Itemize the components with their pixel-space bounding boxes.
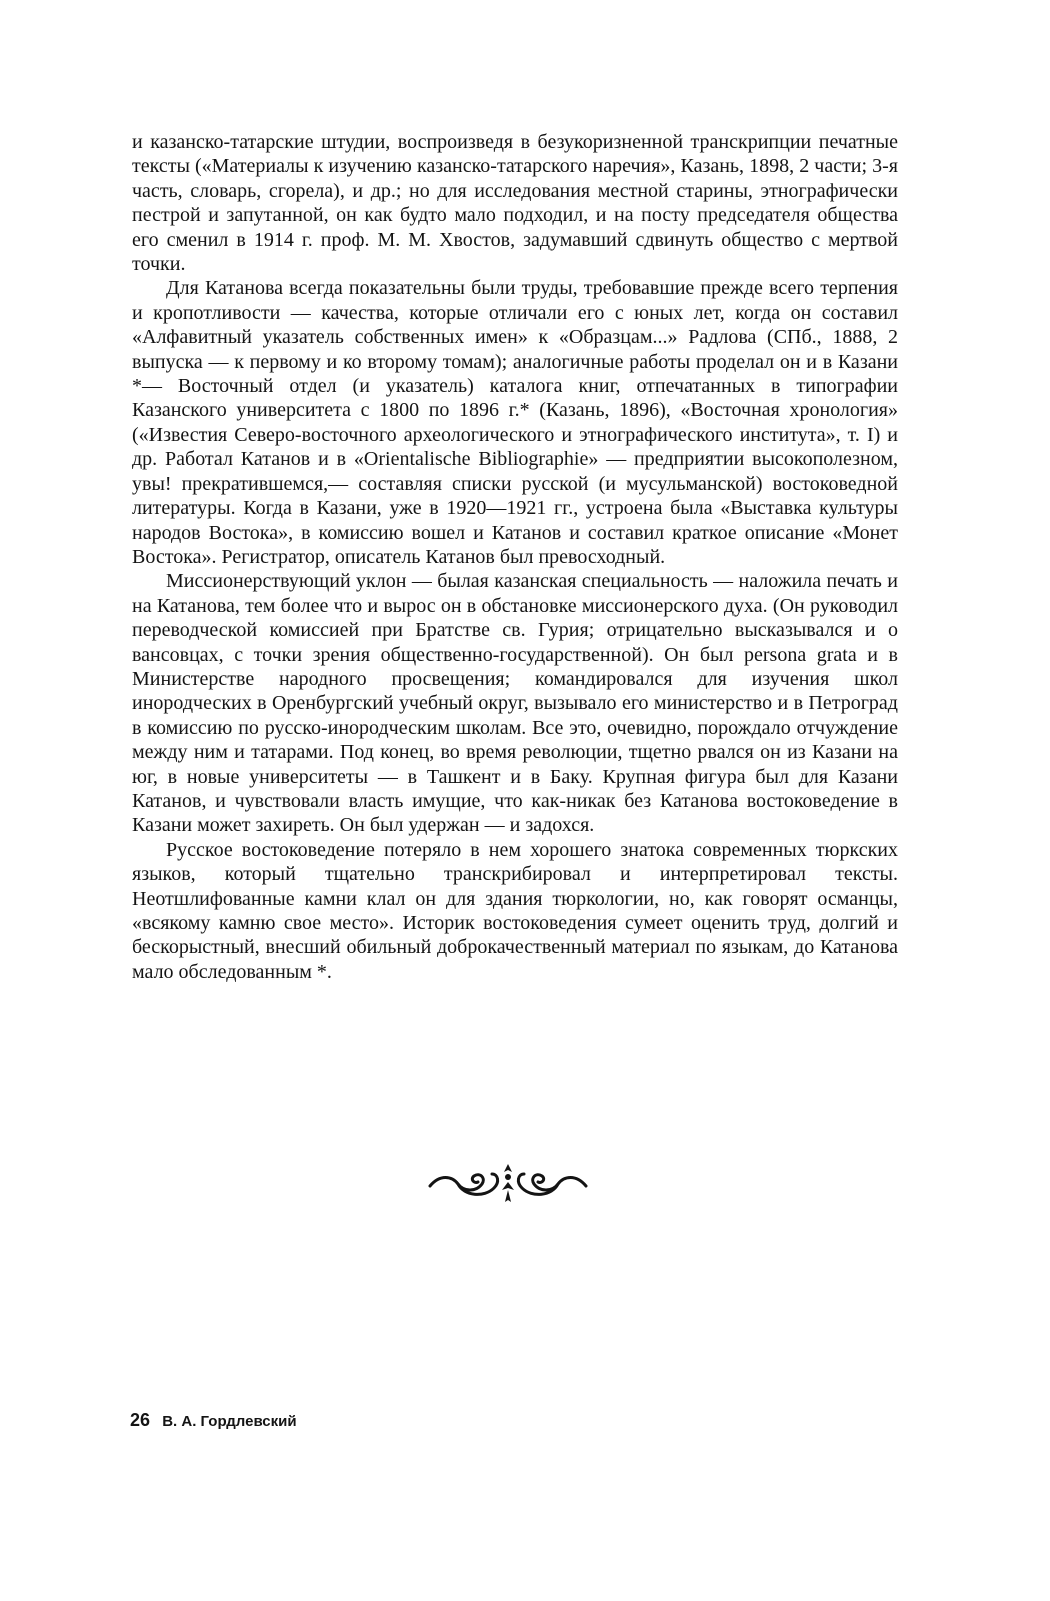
page-footer (130, 1410, 297, 1431)
paragraph-3: Миссионерствующий уклон — былая казанская специальность — наложила печать и на Катанова, тем более что и вырос он в обстановке миссионерского духа. (Он руководил переводческой комиссией при Братстве св. Гурия; отрицательно высказывался и о вансовцах, с точки зрения общественно-государственной). Он был persona grata и в Министерстве народного просвещения; командировался для изучения школ инородческих в Оренбургский учебный округ, вызывало его министерство и в Петроград в комиссию по русско-инородческим школам. Все это, очевидно, порождало отчуждение между ним и татарами. Под конец, во время революции, тщетно рвался он из Казани на юг, в новые университеты — в Ташкент и в Баку. Крупная фигура был для Казани Катанов, и чувствовали власть имущие, что как-никак без Катанова востоковедение в Казани может захиреть. Он был удержан — и задохся. (132, 570, 898, 837)
page-number: 26 (130, 1410, 151, 1430)
running-author: В. А. Гордлевский (162, 1413, 297, 1430)
paragraph-1: и казанско-татарские штудии, воспроизведя в безукоризненной транскрипции печатные тексты («Материалы к изучению казанско-татарского наречия», Казань, 1898, 2 части; 3-я часть, словарь, сгорела), и др.; но для исследования местной старины, этнографически пестрой и запутанной, он как будто мало подходил, и на посту председателя общества его сменил в 1914 г. проф. М. М. Хвостов, задумавший сдвинуть общество с мертвой точки. (132, 131, 898, 276)
main-text (132, 130, 898, 984)
paragraph-2: Для Катанова всегда показательны были труды, требовавшие прежде всего терпения и кропотливости — качества, которые отличали его с юных лет, когда он составил «Алфавитный указатель собственных имен» к «Образцам...» Радлова (СПб., 1888, 2 выпуска — к первому и ко второму томам); аналогичные работы проделал он и в Казани *— Восточный отдел (и указатель) каталога книг, отпечатанных в типографии Казанского университета с 1800 по 1896 г.* (Казань, 1896), «Восточная хронология» («Известия Северо-восточного археологического и этнографического института», т. I) и др. Работал Катанов и в «Orientalische Bibliographie» — предприятии высокополезном, увы! прекратившемся,— составляя списки русской (и мусульманской) востоковедной литературы. Когда в Казани, уже в 1920—1921 гг., устроена была «Выставка культуры народов Востока», в комиссию вошел и Катанов и составил краткое описание «Монет Востока». Регистратор, описатель Катанов был превосходный. (132, 277, 898, 568)
floral-divider-icon (428, 1160, 588, 1208)
paragraph-4: Русское востоковедение потеряло в нем хорошего знатока современных тюркских языков, который тщательно транскрибировал и интерпретировал тексты. Неотшлифованные камни клал он для здания тюркологии, но, как говорят османцы, «всякому камню свое место». Историк востоковедения сумеет оценить труд, долгий и бескорыстный, внесший обильный доброкачественный материал по языкам, до Катанова мало обследованным *. (132, 838, 898, 983)
